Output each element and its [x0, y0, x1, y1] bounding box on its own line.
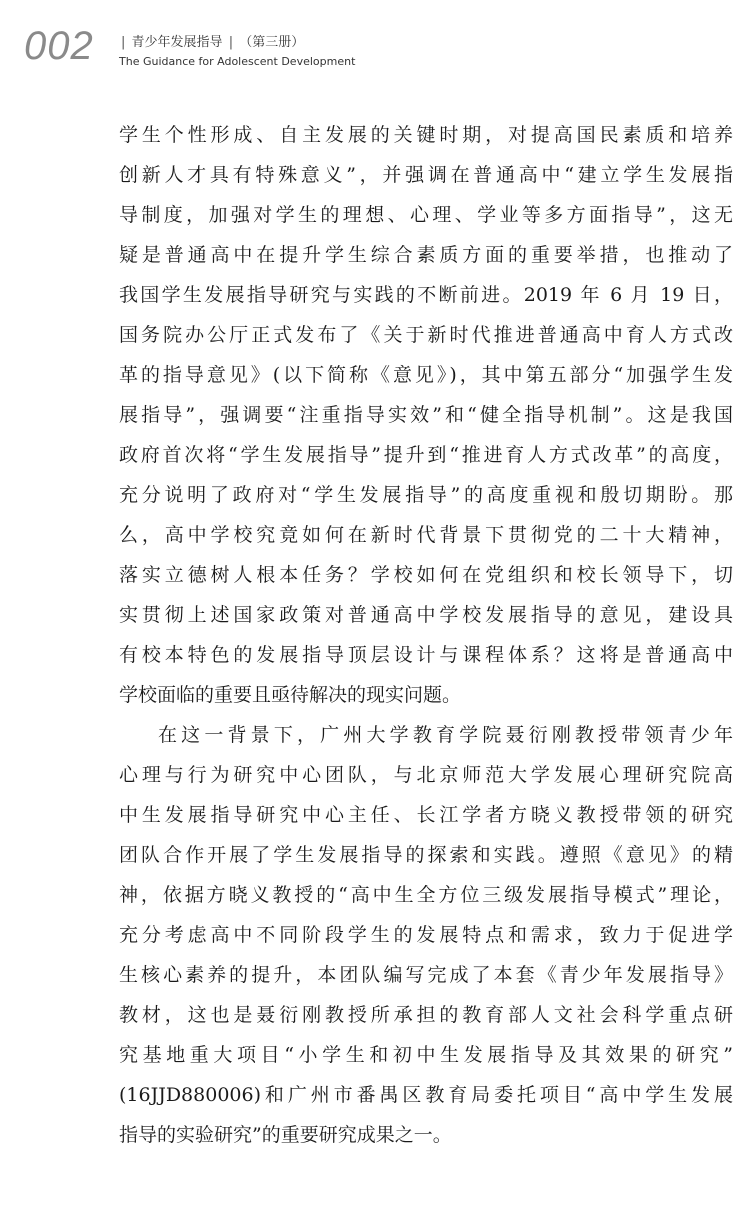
- running-header: [119, 34, 355, 70]
- page-header: [0, 0, 750, 80]
- book-title: 青少年发展指导: [131, 35, 223, 50]
- text-line: 充分考虑高中不同阶段学生的发展特点和需求，致力于促进学: [119, 924, 733, 946]
- paragraph-1: [119, 115, 733, 715]
- text-line: 学校面临的重要且亟待解决的现实问题。: [119, 684, 462, 706]
- text-line: 教材，这也是聂衍刚教授所承担的教育部人文社会科学重点研: [119, 1004, 733, 1026]
- volume-label: （第三册）: [239, 35, 305, 50]
- text-line: (16JJD880006)和广州市番禺区教育局委托项目“高中学生发展: [119, 1084, 733, 1106]
- text-line: 在这一背景下，广州大学教育学院聂衍刚教授带领青少年: [158, 724, 733, 746]
- text-line: 国务院办公厅正式发布了《关于新时代推进普通高中育人方式改: [119, 324, 733, 346]
- text-line: 究基地重大项目“小学生和初中生发展指导及其效果的研究”: [119, 1044, 733, 1066]
- paragraph-2: [119, 715, 733, 1155]
- text-line: 神，依据方晓义教授的“高中生全方位三级发展指导模式”理论，: [119, 884, 733, 906]
- text-line: 生核心素养的提升，本团队编写完成了本套《青少年发展指导》: [119, 964, 733, 986]
- text-line: 革的指导意见》(以下简称《意见》)，其中第五部分“加强学生发: [119, 364, 733, 386]
- text-line: 么，高中学校究竟如何在新时代背景下贯彻党的二十大精神，: [119, 524, 733, 546]
- text-line: 疑是普通高中在提升学生综合素质方面的重要举措，也推动了: [119, 244, 733, 266]
- text-line: 团队合作开展了学生发展指导的探索和实践。遵照《意见》的精: [119, 844, 733, 866]
- book-title-english: The Guidance for Adolescent Development: [119, 55, 356, 68]
- header-separator: |: [121, 35, 126, 50]
- text-line: 中生发展指导研究中心主任、长江学者方晓义教授带领的研究: [119, 804, 733, 826]
- book-title-line: [119, 34, 355, 52]
- text-line: 实贯彻上述国家政策对普通高中学校发展指导的意见，建设具: [119, 604, 733, 626]
- text-line: 导制度，加强对学生的理想、心理、学业等多方面指导”，这无: [119, 204, 733, 226]
- text-line: 指导的实验研究”的重要研究成果之一。: [119, 1124, 452, 1146]
- header-separator: |: [228, 35, 234, 50]
- text-line: 展指导”，强调要“注重指导实效”和“健全指导机制”。这是我国: [119, 404, 733, 426]
- text-line: 充分说明了政府对“学生发展指导”的高度重视和殷切期盼。那: [119, 484, 733, 506]
- text-line: 有校本特色的发展指导顶层设计与课程体系？这将是普通高中: [119, 644, 733, 666]
- body-text: [119, 115, 733, 1155]
- text-line: 政府首次将“学生发展指导”提升到“推进育人方式改革”的高度，: [119, 444, 733, 466]
- text-line: 我国学生发展指导研究与实践的不断前进。2019 年 6 月 19 日，: [119, 284, 733, 306]
- text-line: 学生个性形成、自主发展的关键时期，对提高国民素质和培养: [119, 124, 733, 146]
- text-line: 心理与行为研究中心团队，与北京师范大学发展心理研究院高: [119, 764, 733, 786]
- text-line: 落实立德树人根本任务？学校如何在党组织和校长领导下，切: [119, 564, 733, 586]
- page-number: 002: [24, 24, 94, 68]
- text-line: 创新人才具有特殊意义”，并强调在普通高中“建立学生发展指: [119, 164, 733, 186]
